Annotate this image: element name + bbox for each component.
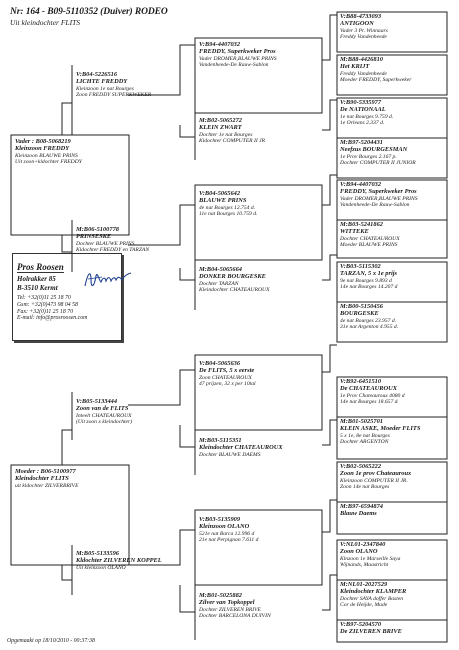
pedigree-line: Dochter BLAUWE PRINS bbox=[76, 240, 135, 247]
ancestor-card bbox=[340, 13, 446, 41]
pedigree-line: Vandenheede-De Rauw-Sablon bbox=[199, 62, 269, 69]
ancestor-card bbox=[340, 139, 446, 167]
pedigree-line: 4e nat Bourges 23.957 d. bbox=[340, 317, 397, 324]
gg-parent-card bbox=[199, 516, 321, 544]
gg-parent-card bbox=[199, 360, 321, 388]
ring-number: V:B03-5115302 bbox=[340, 263, 381, 270]
ring-number: M:B06-5100778 bbox=[76, 226, 119, 233]
pigeon-name: Zoon 1e prov Chateauroux bbox=[340, 470, 412, 478]
ring-number: V:B94-4407032 bbox=[340, 181, 382, 188]
pedigree-line: Inteelt CHATEAUROUX bbox=[76, 412, 132, 419]
pedigree-line: Dochter SAYA doffer Basten bbox=[340, 595, 404, 602]
pigeon-name: BOURGESKE bbox=[340, 310, 379, 318]
pigeon-name: De FLITS, 5 x eerste bbox=[199, 367, 255, 375]
ring-number: V:B05-5133444 bbox=[76, 398, 118, 405]
signature bbox=[82, 268, 134, 290]
pigeon-name: Kleinzoon OLANO bbox=[199, 523, 250, 531]
pedigree-line: Moeder FREDDY, Superkweker bbox=[340, 77, 412, 84]
ring-number: M:B97-5204431 bbox=[340, 139, 383, 146]
ancestor-card bbox=[340, 221, 446, 249]
owner-fax: Fax: +32(0)11 25 18 70 bbox=[17, 308, 73, 315]
pigeon-name: Blauw Daems bbox=[340, 510, 377, 518]
ancestor-card bbox=[340, 503, 446, 518]
pigeon-name: Het KRIJT bbox=[340, 63, 370, 71]
ring-number: M:B03-5115351 bbox=[199, 437, 242, 444]
pedigree-line: Cor de Heijde, Made bbox=[340, 602, 388, 609]
owner-gsm: Gsm: +32(0)473 98 04 58 bbox=[17, 301, 78, 308]
pigeon-name: PRINSESKE bbox=[76, 233, 112, 241]
ring-number: Moeder : B06-5100977 bbox=[15, 468, 76, 475]
ancestor-card bbox=[340, 581, 446, 609]
pedigree-line: Vader DROMER,BLAUWE PRINS bbox=[199, 55, 277, 62]
gg-parent-card bbox=[199, 117, 321, 145]
gg-parent-card bbox=[199, 437, 321, 458]
grandsire-card bbox=[76, 398, 186, 426]
ring-number: M:B03-5241862 bbox=[340, 221, 383, 228]
ancestor-card bbox=[340, 56, 446, 84]
gg-parent-card bbox=[199, 592, 321, 620]
pedigree-line: Dochter CHATEAUROUX bbox=[340, 235, 400, 242]
ring-number: M:B01-5025882 bbox=[199, 592, 242, 599]
pedigree-line: 1e Prov Chateauroux 4080 d bbox=[340, 392, 405, 399]
pigeon-name: Kleindochter KLAMPER bbox=[340, 588, 407, 596]
pigeon-name: Zoon van de FLITS bbox=[76, 405, 129, 413]
ancestor-card bbox=[340, 418, 446, 446]
pigeon-name: De ZILVEREN BRIVE bbox=[340, 628, 402, 636]
ancestor-card bbox=[340, 378, 446, 406]
pedigree-line: 31e nat Argenton 4.955 d. bbox=[340, 324, 399, 331]
pedigree-line: 5 x 1e, 8e nat Bourges bbox=[340, 432, 390, 439]
pigeon-name: Zoon OLANO bbox=[340, 548, 378, 556]
generated-timestamp: Opgemaakt op 18/10/2010 - 00:37:38 bbox=[7, 638, 95, 644]
ancestor-card bbox=[340, 463, 446, 491]
ring-number: V:B04-5065636 bbox=[199, 360, 241, 367]
pedigree-line: 1e Prov Bourges 2.167 p. bbox=[340, 153, 397, 160]
gg-parent-card bbox=[199, 266, 321, 294]
pedigree-line: Kleinzoon COMPUTER II JR. bbox=[340, 477, 408, 484]
granddam-card bbox=[76, 226, 186, 254]
pedigree-line: uit kldochter ZILVERBRIVE bbox=[15, 482, 79, 489]
pedigree-line: Freddy Vandenheede bbox=[340, 34, 387, 41]
pedigree-line: 14e nat Bourges 18.657 d. bbox=[340, 399, 399, 406]
ring-number: V:B97-5204570 bbox=[340, 621, 382, 628]
ring-number: M:B97-6594874 bbox=[340, 503, 383, 510]
grandsire-card bbox=[76, 71, 186, 99]
dam-card bbox=[15, 468, 127, 489]
pedigree-line: 521e nat Barca 12.996 d bbox=[199, 530, 255, 537]
pigeon-name: Zilver van Topkoppel bbox=[199, 599, 255, 607]
pigeon-name: Neefzus BOURGESMAN bbox=[340, 146, 408, 154]
pedigree-line: Dochter BLAUWE DAEMS bbox=[199, 451, 261, 458]
pedigree-line: Dochter ZILVEREN BRIVE bbox=[199, 606, 261, 613]
pedigree-line: Vandenheede-De Rauw-Sablon bbox=[340, 202, 410, 209]
page-title: Nr: 164 - B09-5110352 (Duiver) RODEO bbox=[10, 7, 168, 17]
owner-name: Pros Roosen bbox=[17, 262, 64, 272]
pedigree-line: Dochter 1e nat Bourges bbox=[199, 131, 253, 138]
pigeon-name: KLEIN ASKE, Moeder FLITS bbox=[340, 425, 421, 433]
pigeon-name: WITTEKE bbox=[340, 228, 369, 236]
pigeon-name: FREDDY, Superkweker Pros bbox=[340, 188, 417, 196]
ancestor-card bbox=[340, 621, 446, 636]
pedigree-line: Kleinzoon 1e nat Bourges bbox=[76, 85, 134, 92]
owner-city: B-3510 Kermt bbox=[17, 284, 58, 292]
pigeon-name: Kldochter ZILVEREN KOPPEL bbox=[76, 557, 162, 565]
ancestor-card bbox=[340, 303, 446, 331]
pedigree-line: Moeder BLAUWE PRINS bbox=[340, 242, 398, 249]
pigeon-name: Kleinzoon FREDDY bbox=[15, 145, 70, 153]
ring-number: V:B94-4407032 bbox=[199, 41, 241, 48]
pigeon-name: KLEIN ZWART bbox=[199, 124, 242, 132]
ancestor-card bbox=[340, 263, 446, 291]
ring-number: Vader : B08-5068219 bbox=[15, 138, 71, 145]
ring-number: V:B03-5135909 bbox=[199, 516, 241, 523]
pedigree-line: 11e nat Bourges 10.759 d. bbox=[199, 211, 258, 218]
granddam-card bbox=[76, 550, 194, 571]
owner-street: Holrakker 85 bbox=[17, 275, 56, 283]
pedigree-line: Wijnands, Maastricht bbox=[340, 562, 389, 569]
pedigree-line: Kldochter FREDDY en TARZAN bbox=[76, 247, 150, 254]
pedigree-line: Zoon 14e nat Bourges bbox=[340, 484, 390, 491]
ring-number: M:B00-5150456 bbox=[340, 303, 383, 310]
ring-number: M:B02-5065272 bbox=[199, 117, 242, 124]
pedigree-line: 4e nat Bourges 12.754 d. bbox=[199, 204, 256, 211]
pedigree-line: Vader 3 Pr. Winnaars bbox=[340, 27, 388, 34]
pigeon-name: FREDDY, Superkweker Pros bbox=[199, 48, 276, 56]
pedigree-line: 14e nat Bourges 14.207 d bbox=[340, 284, 398, 291]
pigeon-name: De NATIONAAL bbox=[340, 106, 386, 114]
ring-number: M:B88-4426810 bbox=[340, 56, 383, 63]
pedigree-line: Dochter BARCELONA DUIVIN bbox=[199, 613, 271, 620]
pedigree-line: 1e nat Bourges 9.759 d. bbox=[340, 113, 394, 120]
ancestor-card bbox=[340, 541, 446, 569]
pedigree-line: Dochter ARGENTON bbox=[340, 439, 389, 446]
ring-number: V:B02-5065222 bbox=[340, 463, 382, 470]
pedigree-line: Kldochter COMPUTER II JR bbox=[199, 138, 266, 145]
pigeon-name: ANTIGOON bbox=[340, 20, 374, 28]
pedigree-line: Kleindochter CHATEAUROUX bbox=[199, 287, 270, 294]
pedigree-line: Freddy Vandenheede bbox=[340, 70, 387, 77]
ring-number: V:NL01-2347840 bbox=[340, 541, 386, 548]
pedigree-line: Zoon CHATEAUROUX bbox=[199, 374, 252, 381]
sire-card bbox=[15, 138, 127, 166]
pigeon-name: De CHATEAUROUX bbox=[340, 385, 397, 393]
pedigree-line: Uit kleinzoon OLANO bbox=[76, 564, 126, 571]
ring-number: V:B92-6451510 bbox=[340, 378, 382, 385]
pedigree-line: Klnzoon 1e Marseille Saya bbox=[340, 555, 401, 562]
pedigree-line: 9e nat Bourges 9.893 d bbox=[340, 277, 392, 284]
owner-tel: Tel: +32(0)11 25 18 70 bbox=[17, 295, 71, 301]
pedigree-line: Dochter COMPUTER II JUNIOR bbox=[340, 160, 416, 167]
ring-number: V:B90-5335977 bbox=[340, 99, 382, 106]
pigeon-name: Kleindochter FLITS bbox=[15, 475, 69, 483]
ring-number: M:B05-5133596 bbox=[76, 550, 119, 557]
pedigree-line: Uit zoon+kldochter FREDDY bbox=[15, 159, 82, 166]
pigeon-name: Kleindochter CHATEAUROUX bbox=[199, 444, 283, 452]
pigeon-name: BLAUWE PRINS bbox=[199, 197, 247, 205]
pigeon-name: LICHTE FREDDY bbox=[76, 78, 128, 86]
owner-card bbox=[12, 253, 122, 341]
ring-number: M:NL01-2027529 bbox=[340, 581, 388, 588]
ring-number: V:B88-4733093 bbox=[340, 13, 382, 20]
ring-number: V:B04-5065642 bbox=[199, 190, 241, 197]
ring-number: M:B04-5065664 bbox=[199, 266, 242, 273]
pigeon-name: DONKER BOURGESKE bbox=[199, 273, 266, 281]
pedigree-line: Zoon FREDDY SUPERKWEKER bbox=[76, 92, 152, 99]
page-subtitle: Uit kleindochter FLITS bbox=[10, 18, 80, 27]
pedigree-line: 1e Orleans 2.337 d. bbox=[340, 120, 385, 127]
ring-number: M:B01-5025701 bbox=[340, 418, 383, 425]
pedigree-line: Dochter TARZAN bbox=[199, 280, 239, 287]
ring-number: V:B04-5226516 bbox=[76, 71, 118, 78]
pedigree-line: 21e nat Perpignan 7.611 d bbox=[199, 537, 259, 544]
owner-email[interactable]: E-mail: info@prosroosen.com bbox=[17, 315, 88, 322]
ancestor-card bbox=[340, 181, 446, 209]
gg-parent-card bbox=[199, 190, 321, 218]
pigeon-name: TARZAN, 5 x 1e prijs bbox=[340, 270, 397, 278]
gg-parent-card bbox=[199, 41, 321, 69]
pedigree-line: Vader DROMER,BLAUWE PRINS bbox=[340, 195, 418, 202]
pedigree-line: 47 prijzen, 32 x per 10tal bbox=[199, 381, 256, 388]
pedigree-line: (Uit zoon x kleindochter) bbox=[76, 419, 133, 426]
ancestor-card bbox=[340, 99, 446, 127]
pedigree-line: Kleinzoon BLAUWE PRINS bbox=[15, 152, 78, 159]
